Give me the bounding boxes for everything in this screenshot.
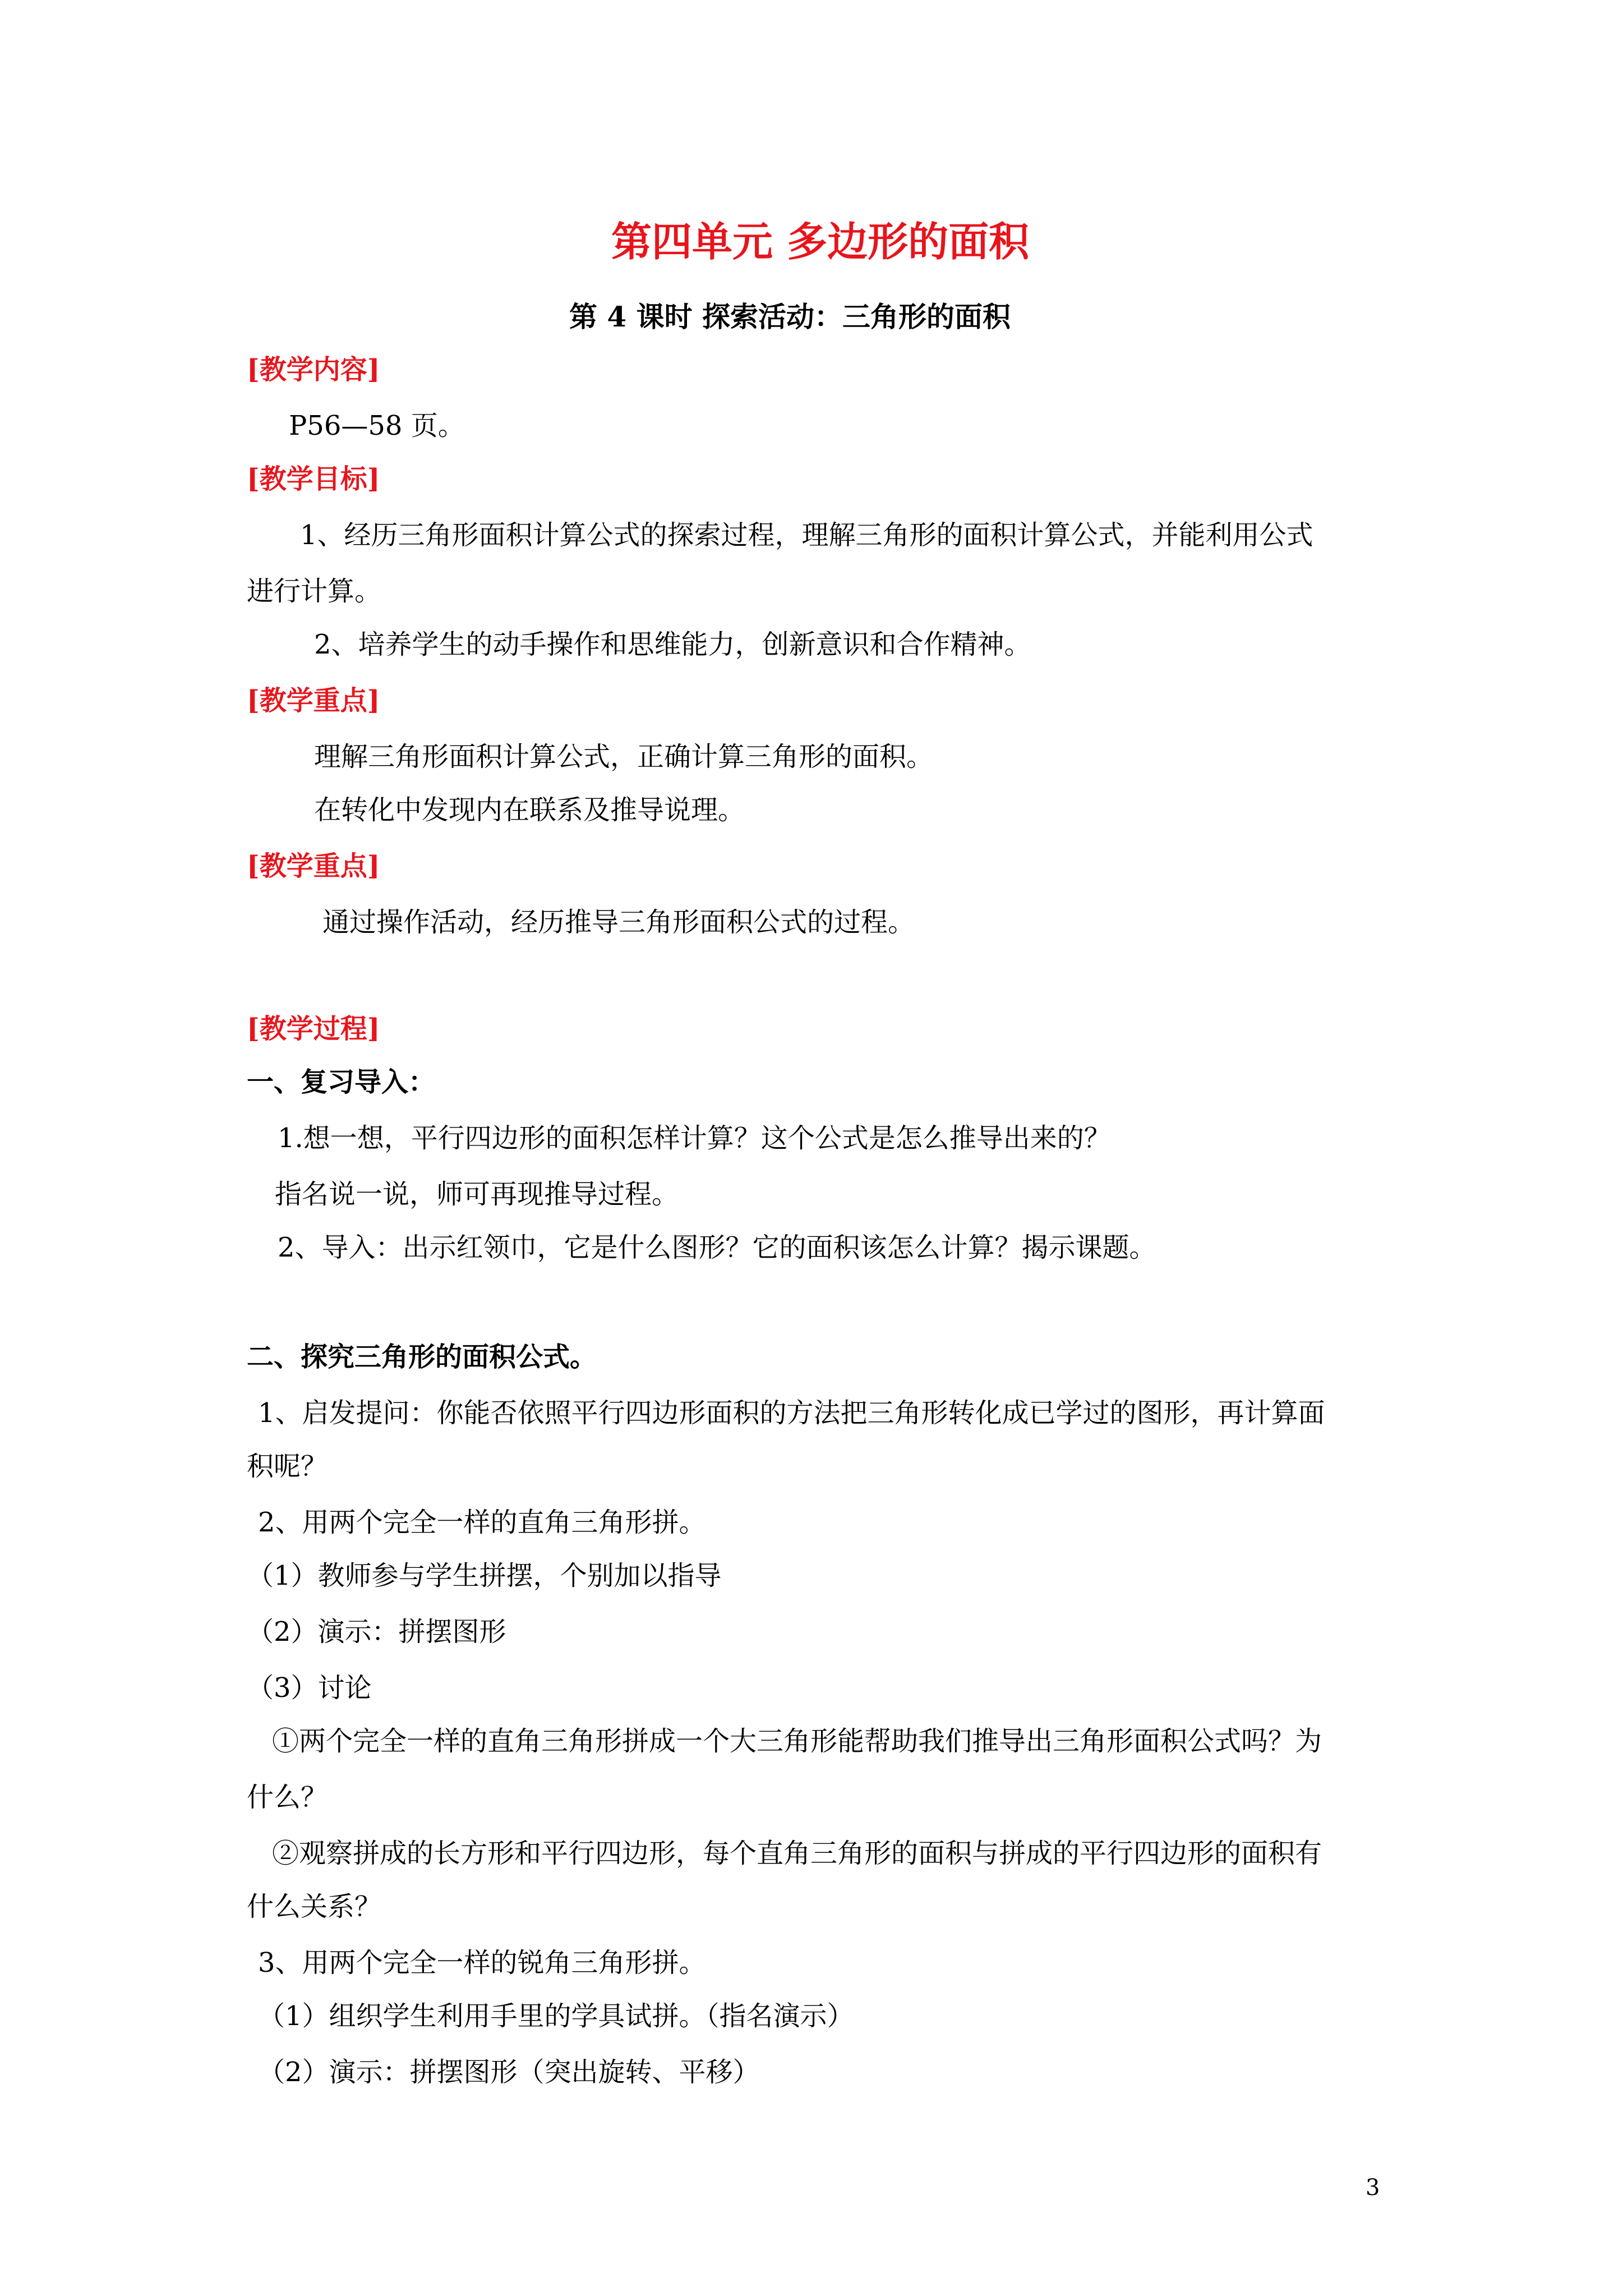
part-2-item-1-line-2: 积呢？ [247,1451,328,1482]
content-text: P56—58 页。 [289,410,465,441]
part-1-item-2: 2、导入：出示红领巾，它是什么图形？它的面积该怎么计算？揭示课题。 [278,1232,1156,1263]
section-heading-key-points: [教学重点] [247,685,380,716]
section-heading-goals: [教学目标] [247,463,380,495]
document-title: 第四单元 多边形的面积 [611,218,1030,265]
part-2-sub-1: （1）教师参与学生拼摆，个别加以指导 [247,1560,722,1591]
part-2-heading: 二、探究三角形的面积公式。 [247,1341,597,1373]
section-heading-process: [教学过程] [247,1013,380,1045]
key-point-3: 通过操作活动，经历推导三角形面积公式的过程。 [322,907,915,938]
part-1-item-1: 1.想一想，平行四边形的面积怎样计算？这个公式是怎么推导出来的？ [278,1122,1111,1154]
lesson-subtitle: 第 4 课时 探索活动：三角形的面积 [569,300,1011,333]
part-1-heading: 一、复习导入： [247,1066,436,1098]
goal-1-line-1: 1、经历三角形面积计算公式的探索过程，理解三角形的面积计算公式，并能利用公式 [300,519,1313,551]
goal-2: 2、培养学生的动手操作和思维能力，创新意识和合作精神。 [314,629,1031,660]
section-heading-content: [教学内容] [247,354,380,385]
part-2-question-2-line-2: 什么关系？ [247,1891,382,1922]
part-2-sub-5: （2）演示：拼摆图形（突出旋转、平移） [258,2056,760,2088]
part-2-question-1-line-1: ①两个完全一样的直角三角形拼成一个大三角形能帮助我们推导出三角形面积公式吗？为 [272,1726,1322,1757]
part-2-sub-3: （3）讨论 [247,1672,372,1704]
section-heading-key-points-2: [教学重点] [247,850,380,882]
part-2-sub-2: （2）演示：拼摆图形 [247,1616,506,1648]
part-2-sub-4: （1）组织学生利用手里的学具试拼。（指名演示） [258,2000,854,2032]
part-2-question-2-line-1: ②观察拼成的长方形和平行四边形，每个直角三角形的面积与拼成的平行四边形的面积有 [272,1838,1322,1869]
part-1-item-1b: 指名说一说，师可再现推导过程。 [275,1179,679,1210]
part-2-item-1-line-1: 1、启发提问：你能否依照平行四边形面积的方法把三角形转化成已学过的图形，再计算面 [258,1397,1325,1429]
part-2-item-2: 2、用两个完全一样的直角三角形拼。 [258,1507,706,1538]
page-number: 3 [1366,2175,1380,2201]
part-2-question-1-line-2: 什么？ [247,1782,328,1813]
key-point-2: 在转化中发现内在联系及推导说理。 [314,794,745,826]
part-2-item-3: 3、用两个完全一样的锐角三角形拼。 [258,1947,706,1978]
goal-1-line-2: 进行计算。 [247,576,382,607]
key-point-1: 理解三角形面积计算公式，正确计算三角形的面积。 [314,741,934,772]
